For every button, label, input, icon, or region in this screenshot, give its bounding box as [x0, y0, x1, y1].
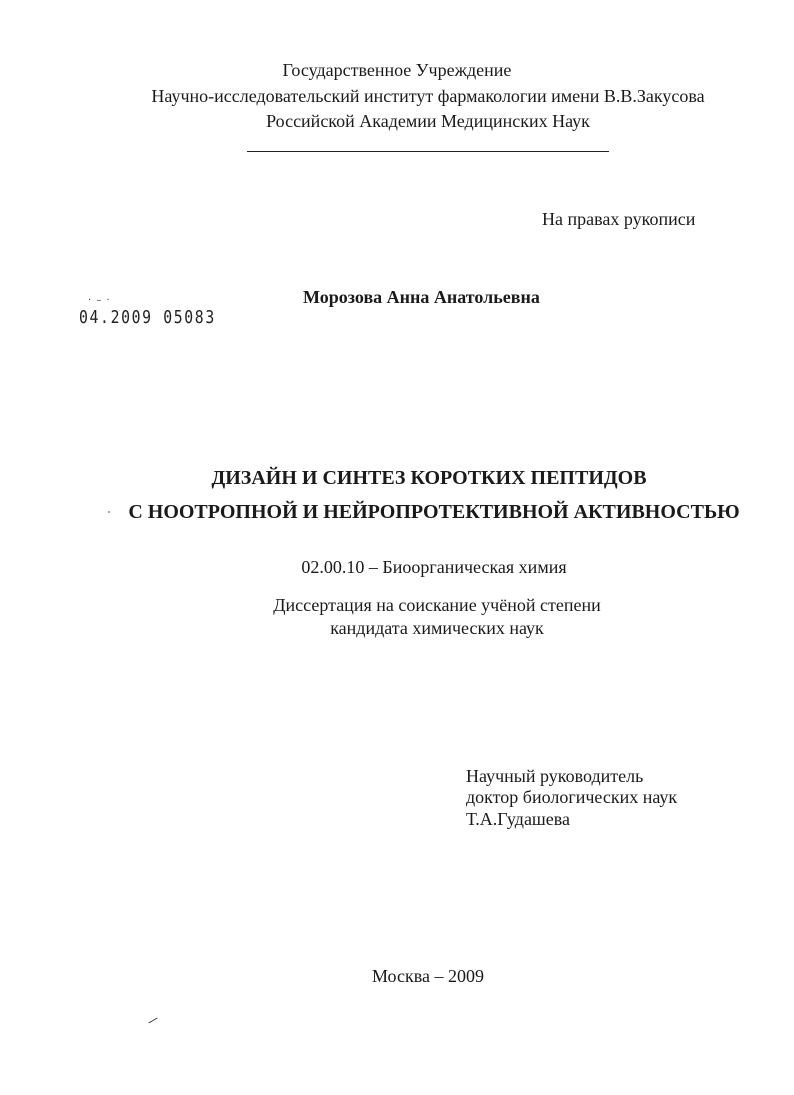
library-stamp-number: 04.2009 05083	[79, 307, 216, 328]
institution-line-1: Государственное Учреждение	[282, 60, 512, 80]
degree-line-1: Диссертация на соискание учёной степени	[273, 595, 601, 615]
supervisor-role: Научный руководитель	[466, 766, 644, 786]
pen-mark	[148, 1018, 157, 1024]
manuscript-note: На правах рукописи	[542, 209, 696, 229]
header-divider	[247, 151, 609, 152]
dissertation-title-line-2: С НООТРОПНОЙ И НЕЙРОПРОТЕКТИВНОЙ АКТИВНОСТЬЮ	[128, 501, 740, 523]
institution-line-3: Российской Академии Медицинских Наук	[266, 111, 590, 131]
specialty-code: 02.00.10 – Биоорганическая химия	[301, 557, 567, 577]
institution-line-2: Научно-исследовательский институт фармакологии имени В.В.Закусова	[151, 86, 705, 106]
supervisor-title: доктор биологических наук	[466, 787, 678, 807]
dissertation-title-line-1: ДИЗАЙН И СИНТЕЗ КОРОТКИХ ПЕПТИДОВ	[211, 467, 647, 489]
supervisor-name: Т.А.Гудашева	[466, 809, 571, 829]
stamp-dots: · – ·	[88, 295, 111, 306]
degree-line-2: кандидата химических наук	[330, 618, 544, 638]
author-name: Морозова Анна Анатольевна	[303, 287, 540, 307]
place-and-year: Москва – 2009	[372, 966, 484, 986]
